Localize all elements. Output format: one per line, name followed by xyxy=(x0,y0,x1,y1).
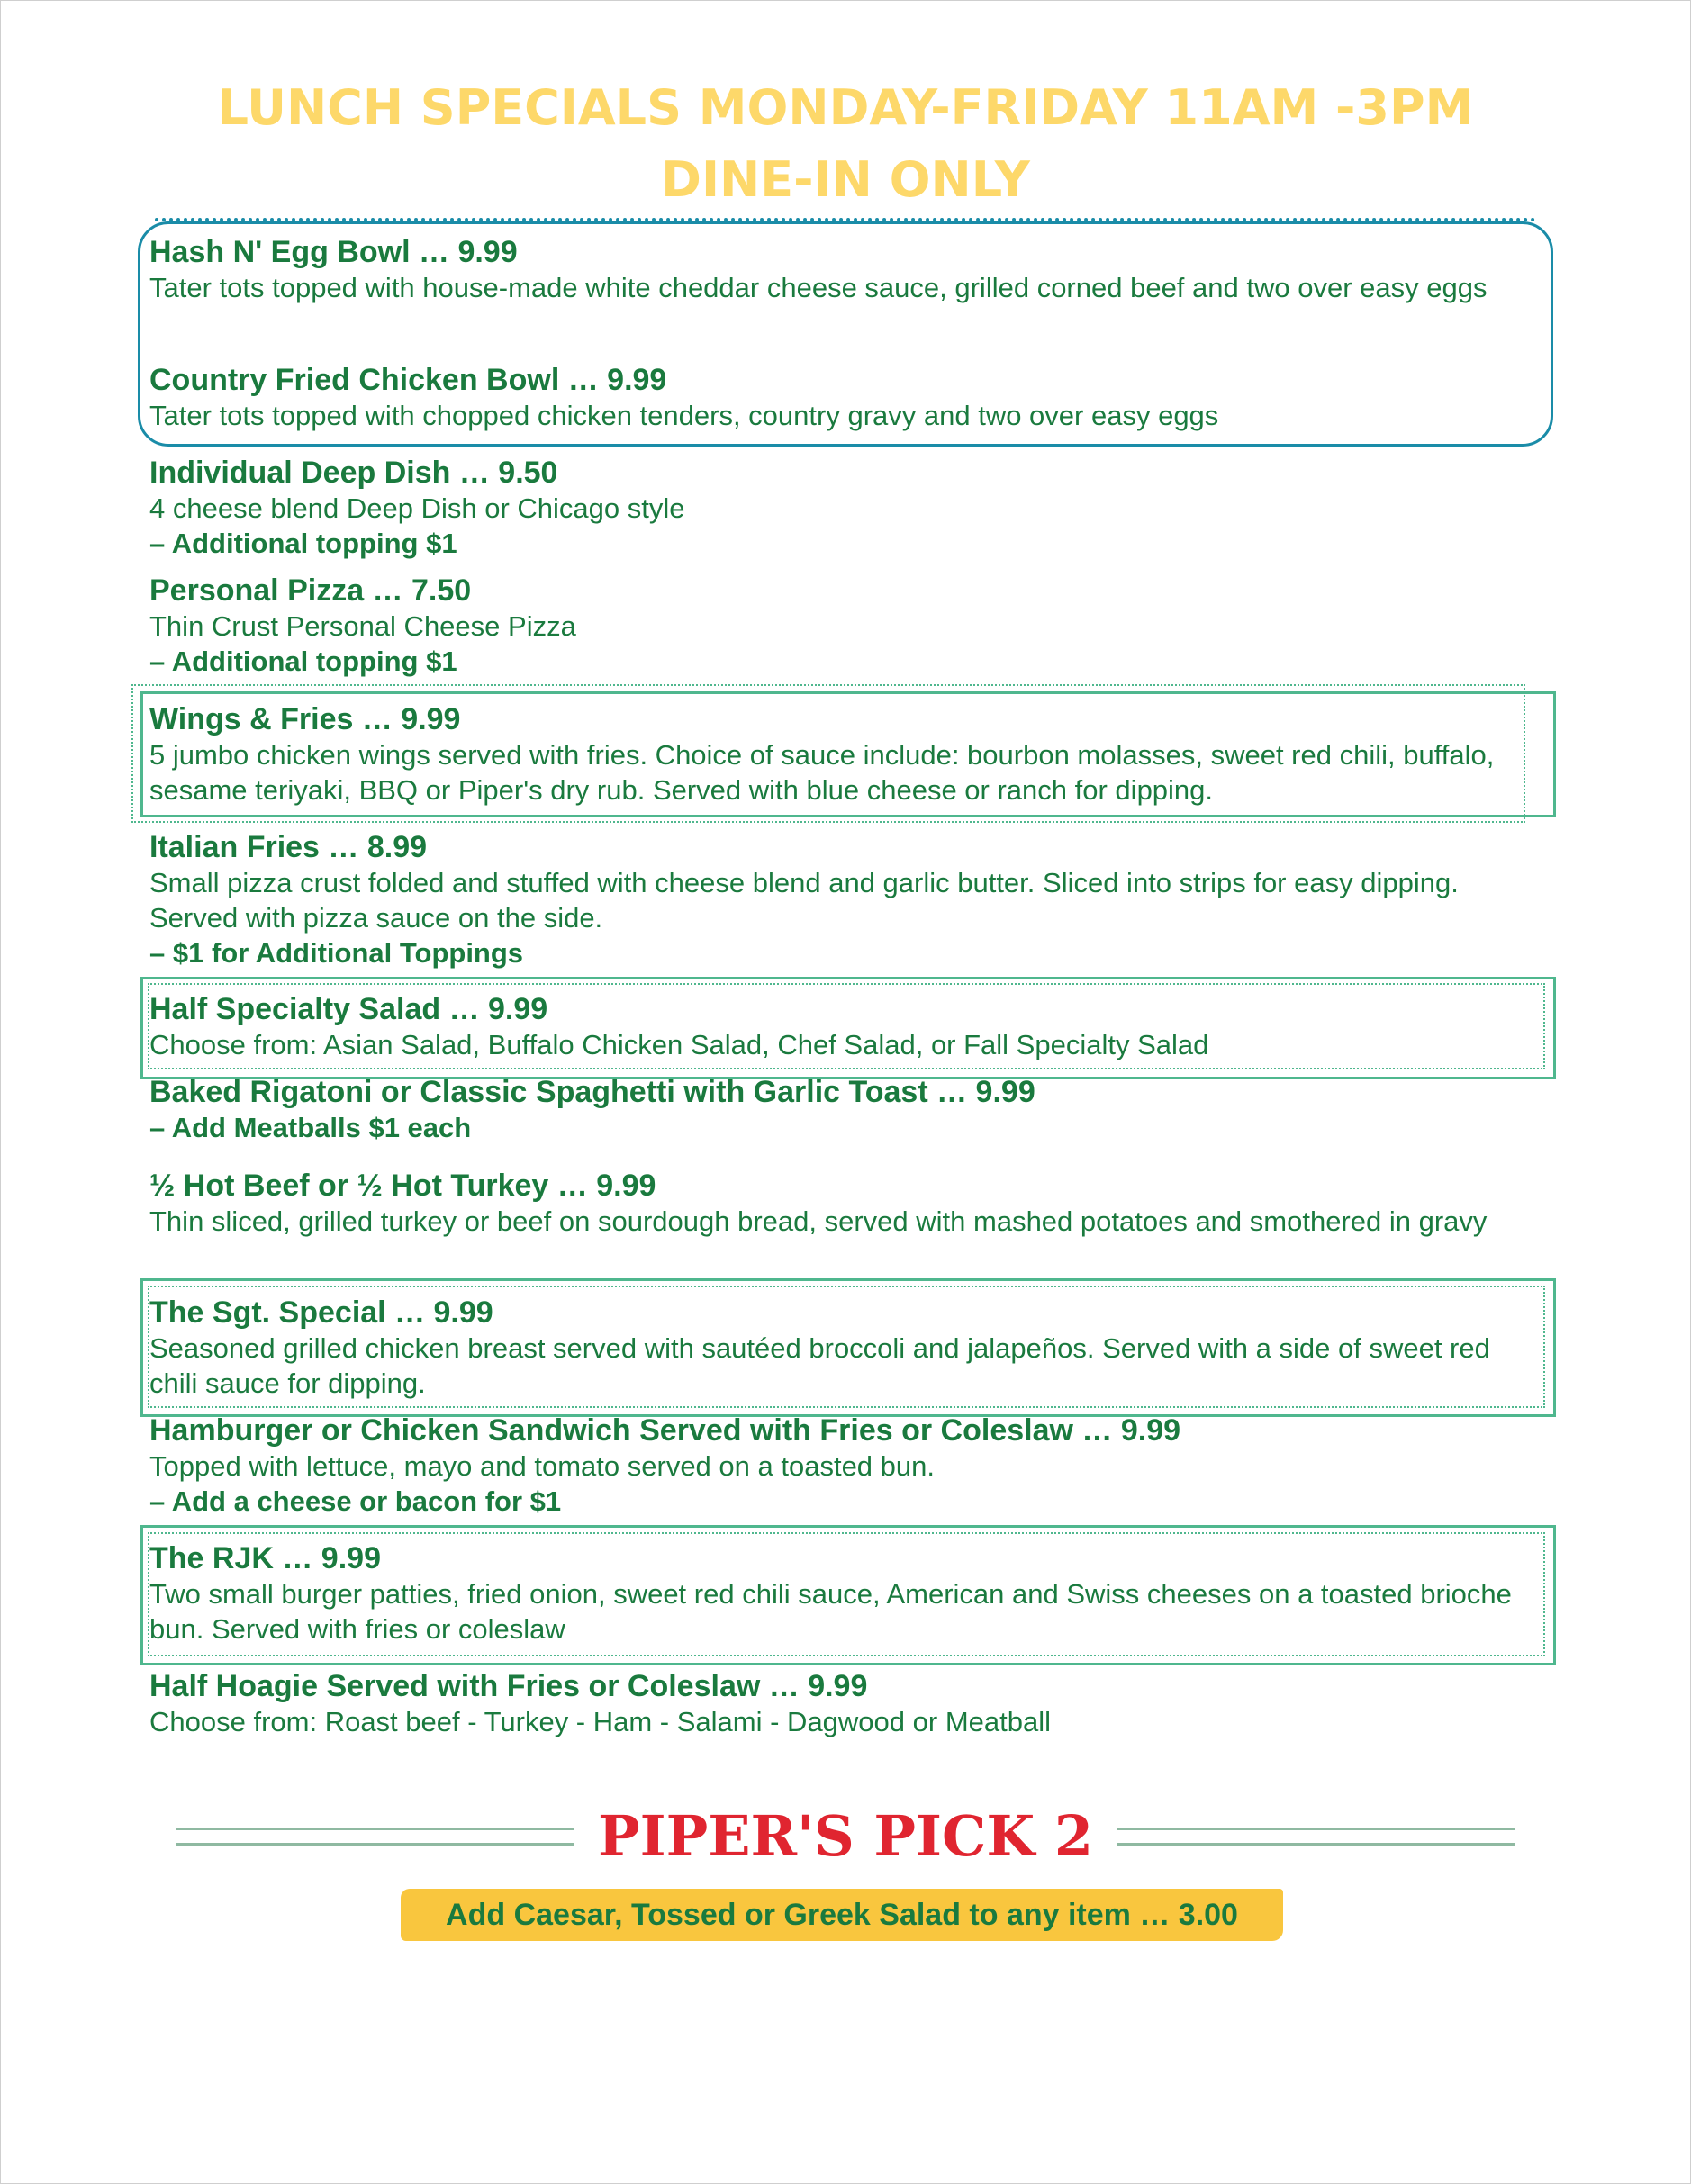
menu-item-hot-beef-turkey xyxy=(149,1168,1536,1239)
item-description: Tater tots topped with house-made white cheddar cheese sauce, grilled corned beef and two over easy eggs xyxy=(149,272,1488,303)
menu-item-wings-fries xyxy=(149,701,1536,808)
pick-divider-right xyxy=(1117,1828,1515,1846)
item-description: Small pizza crust folded and stuffed with cheese blend and garlic butter. Sliced into strips for easy dipping. Served with pizza sauce on the side. xyxy=(149,867,1459,934)
item-title: Hamburger or Chicken Sandwich Served with Fries or Coleslaw … 9.99 xyxy=(149,1413,1181,1448)
menu-item-country-fried-chicken-bowl xyxy=(149,362,1536,433)
menu-item-rjk xyxy=(149,1540,1536,1647)
menu-item-personal-pizza xyxy=(149,573,1536,679)
item-title: The Sgt. Special … 9.99 xyxy=(149,1295,493,1330)
item-title: Country Fried Chicken Bowl … 9.99 xyxy=(149,363,667,397)
menu-item-half-hoagie xyxy=(149,1668,1536,1739)
item-description: Choose from: Roast beef - Turkey - Ham - Salami - Dagwood or Meatball xyxy=(149,1706,1051,1737)
menu-item-hamburger-chicken-sandwich xyxy=(149,1412,1536,1519)
item-description: Choose from: Asian Salad, Buffalo Chicken Salad, Chef Salad, or Fall Specialty Salad xyxy=(149,1029,1209,1060)
salad-addon-text: Add Caesar, Tossed or Greek Salad to any item … 3.00 xyxy=(446,1898,1238,1932)
item-title: ½ Hot Beef or ½ Hot Turkey … 9.99 xyxy=(149,1169,656,1203)
header-title: LUNCH SPECIALS MONDAY-FRIDAY 11AM -3PM xyxy=(217,79,1474,136)
menu-item-hash-egg-bowl xyxy=(149,234,1536,305)
menu-item-italian-fries xyxy=(149,829,1536,970)
menu-item-half-specialty-salad xyxy=(149,991,1536,1062)
item-title: Hash N' Egg Bowl … 9.99 xyxy=(149,235,518,269)
item-description: Thin Crust Personal Cheese Pizza xyxy=(149,610,576,642)
item-note: – Add Meatballs $1 each xyxy=(149,1112,472,1143)
item-note: – Additional topping $1 xyxy=(149,645,457,677)
item-title: Baked Rigatoni or Classic Spaghetti with Garlic Toast … 9.99 xyxy=(149,1075,1035,1109)
item-title: Half Specialty Salad … 9.99 xyxy=(149,992,548,1026)
menu-item-individual-deep-dish xyxy=(149,455,1536,561)
item-description: 4 cheese blend Deep Dish or Chicago style xyxy=(149,492,685,524)
item-title: Individual Deep Dish … 9.50 xyxy=(149,456,558,490)
item-note: – $1 for Additional Toppings xyxy=(149,937,524,969)
pipers-pick-title: PIPER'S PICK 2 xyxy=(598,1803,1093,1869)
item-note: – Additional topping $1 xyxy=(149,528,457,559)
item-description: Two small burger patties, fried onion, sweet red chili sauce, American and Swiss cheeses on a toasted brioche bun. Served with fries or coleslaw xyxy=(149,1578,1512,1645)
item-title: Italian Fries … 8.99 xyxy=(149,830,428,864)
item-description: Topped with lettuce, mayo and tomato served on a toasted bun. xyxy=(149,1450,935,1482)
menu-item-sgt-special xyxy=(149,1295,1536,1401)
pick-divider-left xyxy=(176,1828,574,1846)
item-description: Thin sliced, grilled turkey or beef on sourdough bread, served with mashed potatoes and smothered in gravy xyxy=(149,1205,1488,1237)
item-title: Personal Pizza … 7.50 xyxy=(149,573,472,608)
item-description: Tater tots topped with chopped chicken tenders, country gravy and two over easy eggs xyxy=(149,400,1219,431)
menu-item-baked-rigatoni xyxy=(149,1074,1536,1145)
item-title: Wings & Fries … 9.99 xyxy=(149,702,461,736)
item-description: 5 jumbo chicken wings served with fries. Choice of sauce include: bourbon molasses, sweet red chili, buffalo, sesame teriyaki, BBQ or Piper's dry rub. Served with blue cheese or ranch for dipping. xyxy=(149,739,1495,806)
header-subtitle: DINE-IN ONLY xyxy=(661,151,1030,208)
item-title: The RJK … 9.99 xyxy=(149,1541,381,1575)
item-note: – Add a cheese or bacon for $1 xyxy=(149,1485,562,1517)
item-description: Seasoned grilled chicken breast served with sautéed broccoli and jalapeños. Served with a side of sweet red chili sauce for dipping. xyxy=(149,1332,1490,1399)
item-title: Half Hoagie Served with Fries or Coleslaw … 9.99 xyxy=(149,1669,868,1703)
